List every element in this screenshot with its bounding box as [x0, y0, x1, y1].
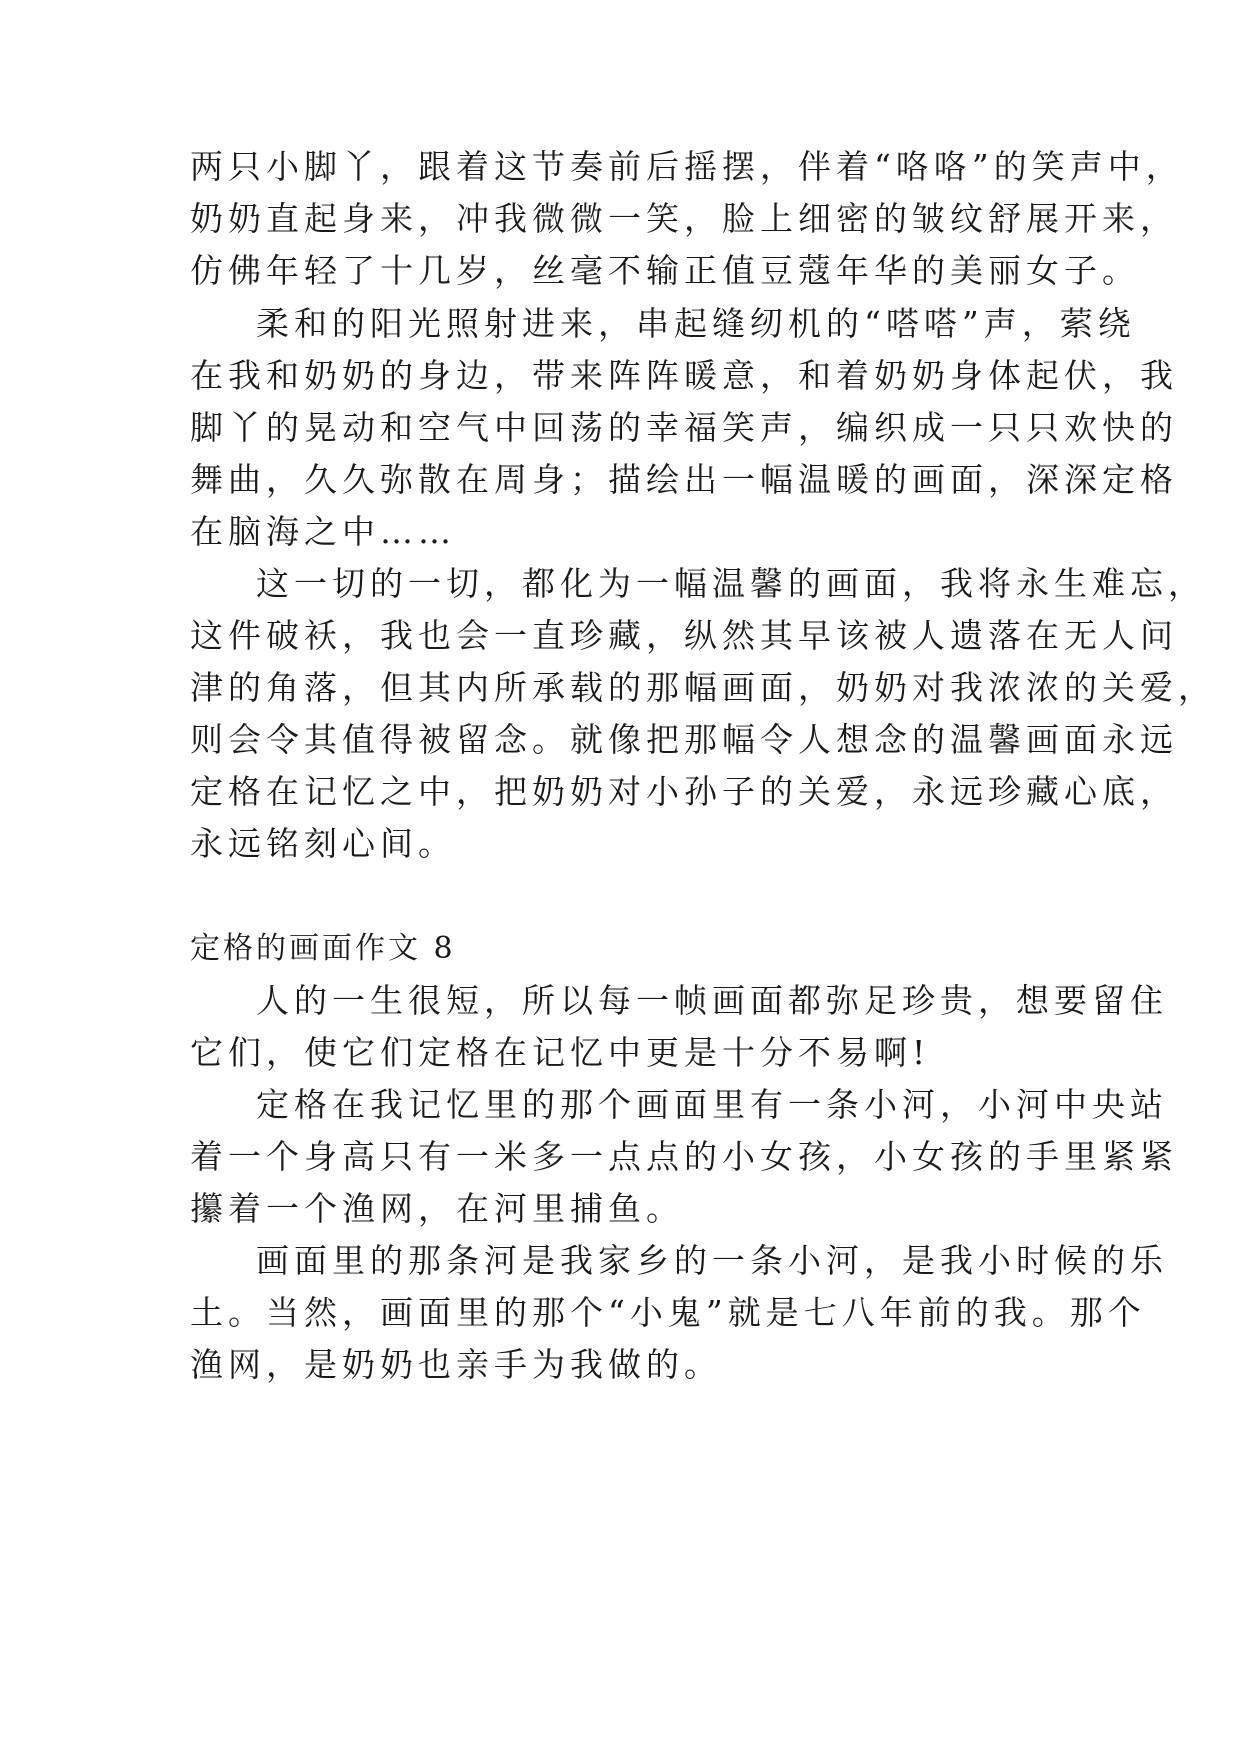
text-line: 土。当然，画面里的那个“小鬼”就是七八年前的我。那个: [190, 1293, 1146, 1332]
text-line: 则会令其值得被留念。就像把那幅令人想念的温馨画面永远: [190, 720, 1178, 759]
text-line: 两只小脚丫，跟着这节奏前后摇摆，伴着“咯咯”的笑声中，: [190, 147, 1184, 186]
text-line: 着一个身高只有一米多一点点的小女孩，小女孩的手里紧紧: [190, 1137, 1178, 1176]
paragraph-start-line: 人的一生很短，所以每一帧画面都弥足珍贵，想要留住: [256, 981, 1168, 1020]
paragraph-start-line: 画面里的那条河是我家乡的一条小河，是我小时候的乐: [256, 1241, 1168, 1280]
text-line: 渔网，是奶奶也亲手为我做的。: [190, 1345, 722, 1384]
paragraph-start-line: 柔和的阳光照射进来，串起缝纫机的“嗒嗒”声，萦绕: [256, 304, 1136, 343]
paragraph-start-line: 这一切的一切，都化为一幅温馨的画面，我将永生难忘，: [256, 564, 1206, 603]
text-line: 永远铭刻心间。: [190, 824, 456, 863]
text-line: 在脑海之中……: [190, 512, 456, 551]
text-line: 在我和奶奶的身边，带来阵阵暖意，和着奶奶身体起伏，我: [190, 356, 1178, 395]
text-line: 奶奶直起身来，冲我微微一笑，脸上细密的皱纹舒展开来，: [190, 199, 1178, 238]
text-line: 舞曲，久久弥散在周身；描绘出一幅温暖的画面，深深定格: [190, 460, 1178, 499]
text-line: 攥着一个渔网，在河里捕鱼。: [190, 1189, 684, 1228]
text-line: 津的角落，但其内所承载的那幅画面，奶奶对我浓浓的关爱，: [190, 668, 1216, 707]
paragraph-start-line: 定格在我记忆里的那个画面里有一条小河，小河中央站: [256, 1085, 1168, 1124]
text-line: 定格在记忆之中，把奶奶对小孙子的关爱，永远珍藏心底，: [190, 772, 1178, 811]
text-line: 它们，使它们定格在记忆中更是十分不易啊!: [190, 1033, 931, 1072]
section-heading: 定格的画面作文 8: [190, 931, 456, 966]
text-line: 这件破袄，我也会一直珍藏，纵然其早该被人遗落在无人问: [190, 616, 1178, 655]
text-line: 脚丫的晃动和空气中回荡的幸福笑声，编织成一只只欢快的: [190, 408, 1178, 447]
text-line: 仿佛年轻了十几岁，丝毫不输正值豆蔻年华的美丽女子。: [190, 251, 1140, 290]
